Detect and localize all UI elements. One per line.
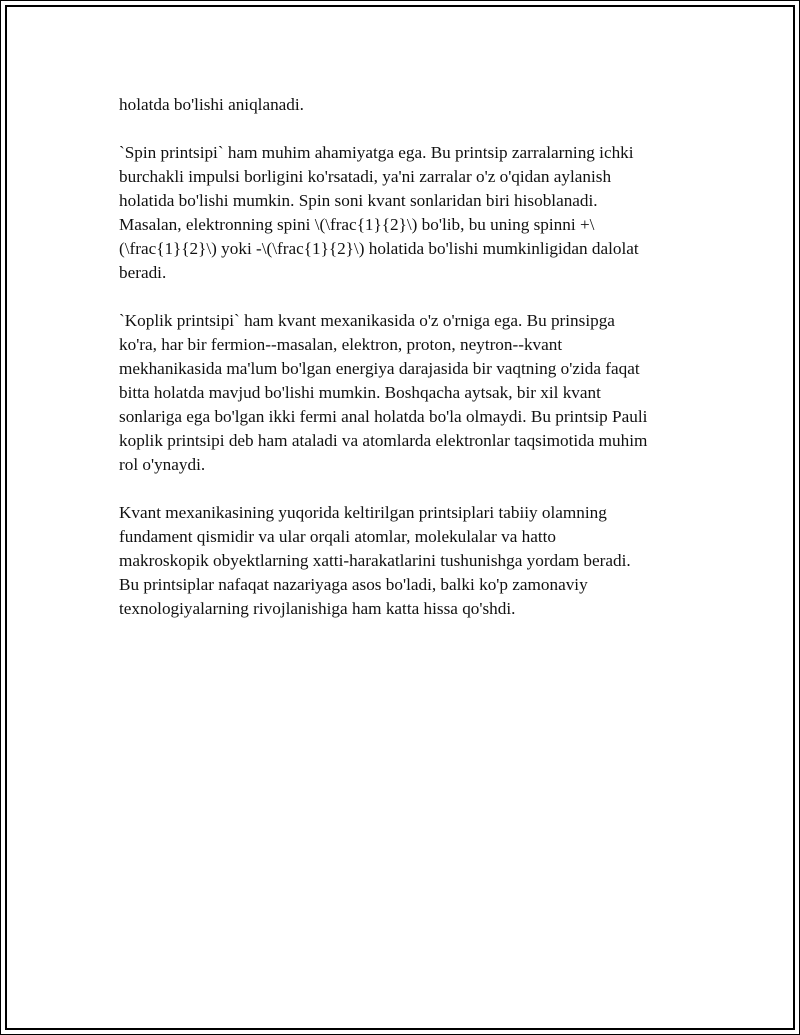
paragraph-conclusion: Kvant mexanikasining yuqorida keltirilgan printsiplari tabiiy olamning fundament qismidir va ular orqali atomlar, molekulalar va hatto makroskopik obyektlarning xatti-harakatlarini tushunishga yordam beradi. Bu printsiplar nafaqat nazariyaga asos bo'ladi, balki ko'p zamonaviy texnologiyalarning rivojlanishiga ham katta hissa qo'shdi. [119, 503, 631, 618]
paragraph-spin-principle: `Spin printsipi` ham muhim ahamiyatga ega. Bu printsip zarralarning ichki burchakli impulsi borligini ko'rsatadi, ya'ni zarralar o'z o'qidan aylanish holatida bo'lishi mumkin. Spin soni kvant sonlaridan biri hisoblanadi. Masalan, elektronning spini \(\frac{1}{2}\) bo'lib, bu uning spinni +\ (\frac{1}{2}\) yoki -\(\frac{1}{2}\) holatida bo'lishi mumkinligidan dalolat beradi. [119, 143, 639, 282]
paragraph-exclusion-principle: `Koplik printsipi` ham kvant mexanikasida o'z o'rniga ega. Bu prinsipga ko'ra, har bir fermion--masalan, elektron, proton, neytron--kvant mekhanikasida ma'lum bo'lgan energiya darajasida bir vaqtning o'zida faqat bitta holatda mavjud bo'lishi mumkin. Boshqacha aytsak, bir xil kvant sonlariga ega bo'lgan ikki fermi anal holatda bo'la olmaydi. Bu printsip Pauli koplik printsipi deb ham ataladi va atomlarda elektronlar taqsimotida muhim rol o'ynaydi. [119, 311, 648, 474]
paragraph-continuation: holatda bo'lishi aniqlanadi. [119, 95, 304, 114]
document-body [119, 93, 699, 645]
